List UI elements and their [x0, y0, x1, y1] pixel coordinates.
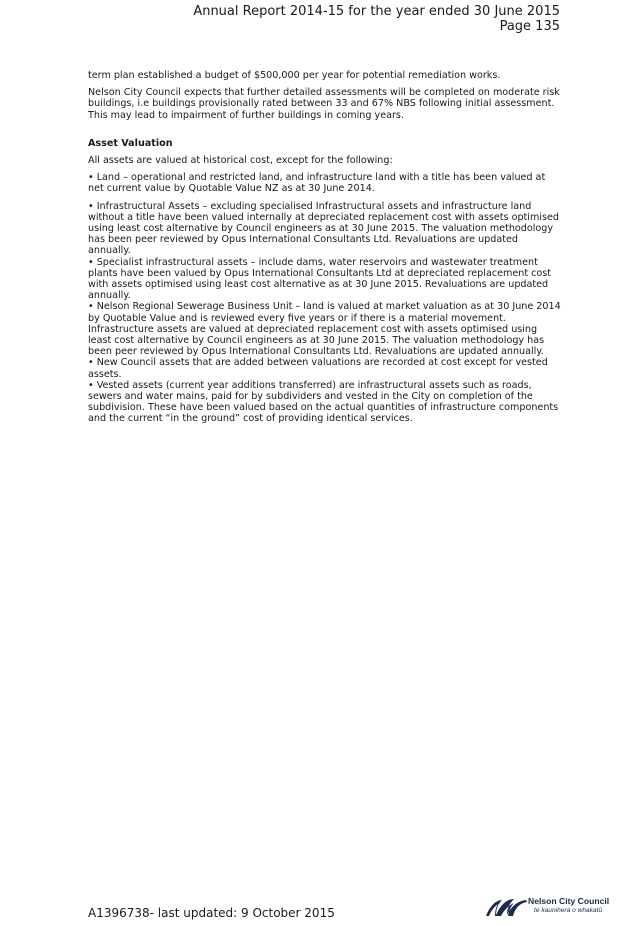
list-item: • Nelson Regional Sewerage Business Unit – land is valued at market valuation as at 30 June 2014 by Quotable Value and is reviewed every five years or if there is a material movement. Infrastructure assets are valued at depreciated replacement cost with assets optimised using least cost alternative by Council engineers as at 30 June 2015. The valuation methodology has been peer reviewed by Opus International Consultants Ltd. Revaluations are updated annually.	[88, 301, 561, 358]
list-item: • Specialist infrastructural assets – include dams, water reservoirs and wastewater treatment plants have been valued by Opus International Consultants Ltd at depreciated replacement cost with assets optimised using least cost alternative as at 30 June 2015. Revaluations are updated annually.	[88, 256, 552, 302]
report-title: Annual Report 2014-15 for the year ended 30 June 2015	[193, 4, 560, 19]
page-number: Page 135	[499, 19, 560, 34]
page-header	[193, 4, 560, 34]
valuation-bullet-list	[88, 201, 563, 425]
logo-name: Nelson City Council	[528, 896, 610, 906]
intro-paragraph-1: term plan established a budget of $500,000 per year for potential remediation works.	[88, 70, 501, 81]
asset-valuation-heading: Asset Valuation	[88, 137, 173, 149]
footer-doc-reference: A1396738- last updated: 9 October 2015	[88, 906, 335, 920]
nelson-city-council-logo	[484, 894, 624, 920]
logo-tagline: te kaunihera o whakatū	[534, 907, 603, 914]
document-body	[88, 70, 563, 425]
list-item: • New Council assets that are added between valuations are recorded at cost except for vested assets.	[88, 357, 548, 380]
list-item: • Vested assets (current year additions transferred) are infrastructural assets such as roads, sewers and water mains, paid for by subdividers and vested in the City on completion of the subdivision. These have been valued based on the actual quantities of infrastructure components and the current “in the ground” cost of providing identical services.	[88, 379, 559, 425]
intro-paragraph-2: Nelson City Council expects that further detailed assessments will be completed on moderate risk buildings, i.e buildings provisionally rated between 33 and 67% NBS following initial assessment. This may lead to impairment of further buildings in coming years.	[88, 87, 560, 121]
land-bullet: • Land – operational and restricted land, and infrastructure land with a title has been valued at net current value by Quotable Value NZ as at 30 June 2014.	[88, 172, 546, 195]
council-logo-mark-icon	[484, 894, 530, 920]
list-item: • Infrastructural Assets – excluding specialised Infrastructural assets and infrastructure land without a title have been valued internally at depreciated replacement cost with assets optimised using least cost alternative by Council engineers as at 30 June 2015. The valuation methodology has been peer reviewed by Opus International Consultants Ltd. Revaluations are updated annually.	[88, 200, 559, 257]
asset-valuation-lead: All assets are valued at historical cost, except for the following:	[88, 155, 393, 167]
